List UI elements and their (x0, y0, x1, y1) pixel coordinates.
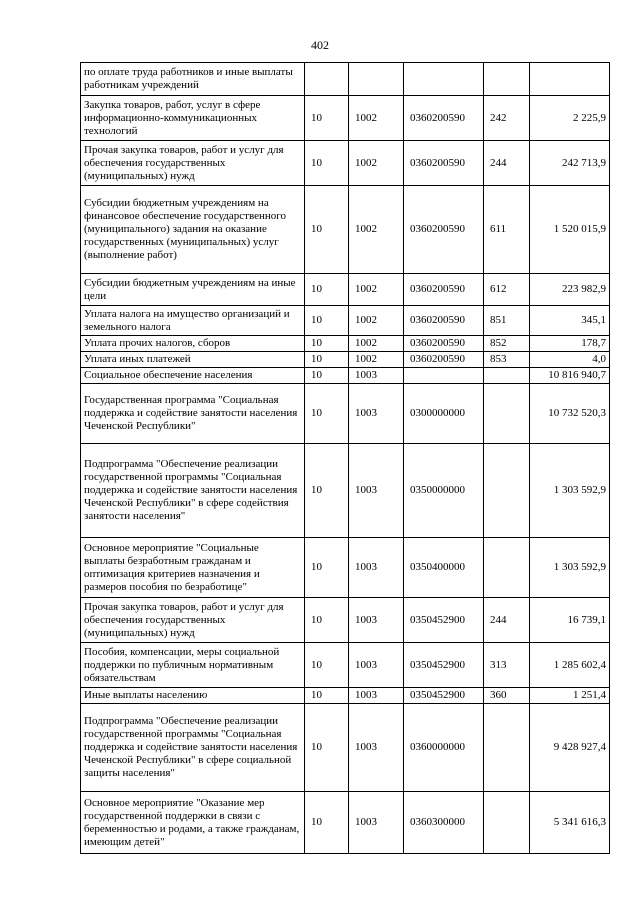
row-amount: 9 428 927,4 (530, 704, 610, 792)
row-target: 0360200590 (404, 141, 484, 186)
table-row (81, 368, 610, 384)
row-section: 10 (305, 792, 349, 854)
table-row (81, 336, 610, 352)
row-target: 0360200590 (404, 274, 484, 306)
row-subsection: 1002 (349, 186, 404, 274)
table-row (81, 306, 610, 336)
row-name: Подпрограмма "Обеспечение реализации государственной программы "Социальная поддержка и содействие занятости населения Чеченской Республики" в сфере социальной защиты населения" (81, 704, 305, 792)
row-expense-type: 612 (484, 274, 530, 306)
row-expense-type (484, 368, 530, 384)
row-name: Уплата налога на имущество организаций и земельного налога (81, 306, 305, 336)
row-target: 0350000000 (404, 444, 484, 538)
row-subsection: 1003 (349, 368, 404, 384)
row-amount: 16 739,1 (530, 598, 610, 643)
row-section: 10 (305, 336, 349, 352)
row-amount: 178,7 (530, 336, 610, 352)
table-row (81, 688, 610, 704)
row-subsection: 1002 (349, 274, 404, 306)
row-subsection: 1002 (349, 352, 404, 368)
row-name: Закупка товаров, работ, услуг в сфере информационно-коммуникационных технологий (81, 96, 305, 141)
table-row (81, 444, 610, 538)
budget-table (80, 62, 610, 854)
row-target: 0300000000 (404, 384, 484, 444)
table-row (81, 643, 610, 688)
row-amount: 2 225,9 (530, 96, 610, 141)
row-amount: 1 285 602,4 (530, 643, 610, 688)
row-expense-type (484, 538, 530, 598)
row-target: 0350452900 (404, 643, 484, 688)
table-row (81, 96, 610, 141)
row-expense-type: 852 (484, 336, 530, 352)
row-amount: 10 732 520,3 (530, 384, 610, 444)
row-target: 0350400000 (404, 538, 484, 598)
row-expense-type: 244 (484, 141, 530, 186)
row-expense-type: 611 (484, 186, 530, 274)
row-target: 0350452900 (404, 598, 484, 643)
row-expense-type (484, 704, 530, 792)
row-subsection: 1002 (349, 96, 404, 141)
row-section: 10 (305, 643, 349, 688)
row-amount: 1 303 592,9 (530, 444, 610, 538)
row-section: 10 (305, 274, 349, 306)
row-expense-type: 242 (484, 96, 530, 141)
row-section: 10 (305, 306, 349, 336)
row-subsection: 1002 (349, 336, 404, 352)
row-section: 10 (305, 186, 349, 274)
row-name: Основное мероприятие "Социальные выплаты безработным гражданам и оптимизация критериев назначения и размеров пособия по безработице" (81, 538, 305, 598)
table-row (81, 186, 610, 274)
row-subsection: 1003 (349, 792, 404, 854)
row-expense-type: 360 (484, 688, 530, 704)
row-target: 0360200590 (404, 352, 484, 368)
row-name: Основное мероприятие "Оказание мер государственной поддержки в связи с беременностью и родами, а также гражданам, имеющим детей" (81, 792, 305, 854)
row-expense-type (484, 384, 530, 444)
row-expense-type: 853 (484, 352, 530, 368)
row-expense-type (484, 444, 530, 538)
table-row (81, 792, 610, 854)
row-name: Пособия, компенсации, меры социальной поддержки по публичным нормативным обязательствам (81, 643, 305, 688)
table-row (81, 538, 610, 598)
row-expense-type (484, 792, 530, 854)
row-amount: 10 816 940,7 (530, 368, 610, 384)
row-subsection: 1003 (349, 704, 404, 792)
row-expense-type: 313 (484, 643, 530, 688)
row-section: 10 (305, 444, 349, 538)
row-name: Государственная программа "Социальная поддержка и содействие занятости населения Чеченской Республики" (81, 384, 305, 444)
row-subsection: 1002 (349, 141, 404, 186)
row-amount: 5 341 616,3 (530, 792, 610, 854)
row-target (404, 63, 484, 96)
table-row (81, 274, 610, 306)
row-amount: 4,0 (530, 352, 610, 368)
row-amount (530, 63, 610, 96)
row-name: Уплата прочих налогов, сборов (81, 336, 305, 352)
row-subsection: 1002 (349, 306, 404, 336)
row-name: Социальное обеспечение населения (81, 368, 305, 384)
row-expense-type: 244 (484, 598, 530, 643)
row-target: 0360300000 (404, 792, 484, 854)
row-subsection: 1003 (349, 444, 404, 538)
row-subsection: 1003 (349, 643, 404, 688)
row-amount: 1 251,4 (530, 688, 610, 704)
row-target: 0360000000 (404, 704, 484, 792)
row-target (404, 368, 484, 384)
row-name: Субсидии бюджетным учреждениям на финансовое обеспечение государственного (муниципального) задания на оказание государственных (муниципальных) услуг (выполнение работ) (81, 186, 305, 274)
row-section: 10 (305, 598, 349, 643)
row-target: 0360200590 (404, 336, 484, 352)
table-row (81, 384, 610, 444)
row-section: 10 (305, 688, 349, 704)
row-subsection: 1003 (349, 688, 404, 704)
row-amount: 345,1 (530, 306, 610, 336)
budget-table-body (81, 63, 610, 854)
row-subsection: 1003 (349, 598, 404, 643)
row-name: Уплата иных платежей (81, 352, 305, 368)
row-amount: 1 520 015,9 (530, 186, 610, 274)
row-section: 10 (305, 538, 349, 598)
row-section: 10 (305, 96, 349, 141)
row-amount: 242 713,9 (530, 141, 610, 186)
row-section: 10 (305, 352, 349, 368)
row-target: 0350452900 (404, 688, 484, 704)
row-subsection (349, 63, 404, 96)
table-row (81, 598, 610, 643)
row-name: Подпрограмма "Обеспечение реализации государственной программы "Социальная поддержка и содействие занятости населения Чеченской Республики" в сфере содействия занятости населения" (81, 444, 305, 538)
row-target: 0360200590 (404, 96, 484, 141)
row-subsection: 1003 (349, 384, 404, 444)
row-name: Прочая закупка товаров, работ и услуг для обеспечения государственных (муниципальных) нужд (81, 141, 305, 186)
row-target: 0360200590 (404, 306, 484, 336)
row-section (305, 63, 349, 96)
row-amount: 223 982,9 (530, 274, 610, 306)
page-number: 402 (311, 38, 329, 52)
row-target: 0360200590 (404, 186, 484, 274)
table-row (81, 63, 610, 96)
table-row (81, 352, 610, 368)
row-section: 10 (305, 141, 349, 186)
row-section: 10 (305, 384, 349, 444)
table-row (81, 141, 610, 186)
row-section: 10 (305, 704, 349, 792)
row-name: по оплате труда работников и иные выплаты работникам учреждений (81, 63, 305, 96)
row-expense-type: 851 (484, 306, 530, 336)
table-row (81, 704, 610, 792)
row-name: Иные выплаты населению (81, 688, 305, 704)
row-name: Прочая закупка товаров, работ и услуг для обеспечения государственных (муниципальных) нужд (81, 598, 305, 643)
row-amount: 1 303 592,9 (530, 538, 610, 598)
row-section: 10 (305, 368, 349, 384)
row-expense-type (484, 63, 530, 96)
row-subsection: 1003 (349, 538, 404, 598)
row-name: Субсидии бюджетным учреждениям на иные цели (81, 274, 305, 306)
